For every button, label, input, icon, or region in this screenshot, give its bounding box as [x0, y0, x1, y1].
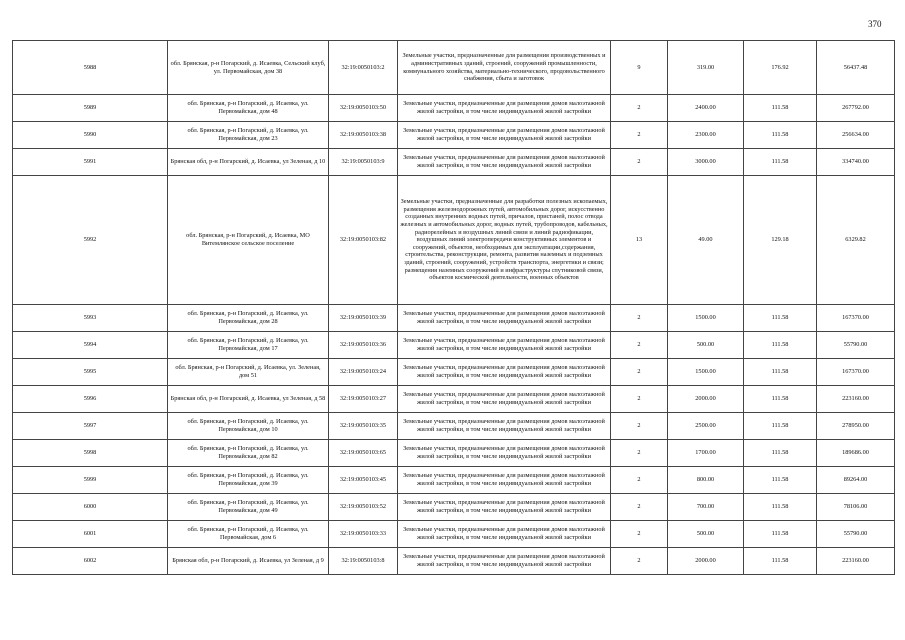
- cadastral-number-cell: 32:19:0050103:38: [329, 122, 398, 149]
- table-row: [13, 176, 895, 305]
- area-cell: 3000.00: [668, 149, 744, 176]
- group-cell: 9: [611, 41, 668, 95]
- rate-cell: 111.58: [744, 305, 817, 332]
- table-row: [13, 332, 895, 359]
- rate-cell: 111.58: [744, 521, 817, 548]
- row-number: 5989: [13, 95, 168, 122]
- group-cell: 2: [611, 386, 668, 413]
- group-cell: 2: [611, 413, 668, 440]
- address-cell: обл. Брянская, р-н Погарский, д. Исаевка, ул. Первомайская, дом 28: [168, 305, 329, 332]
- address-cell: Брянская обл, р-н Погарский, д. Исаевка, ул Зеленая, д 58: [168, 386, 329, 413]
- table-row: [13, 386, 895, 413]
- area-cell: 500.00: [668, 521, 744, 548]
- group-cell: 2: [611, 548, 668, 575]
- value-cell: 256634.00: [817, 122, 895, 149]
- land-use-cell: Земельные участки, предназначенные для размещения домов малоэтажной жилой застройки, в том числе индивидуальной жилой застройки: [398, 548, 611, 575]
- group-cell: 13: [611, 176, 668, 305]
- address-cell: обл. Брянская, р-н Погарский, д. Исаевка, ул. Первомайская, дом 82: [168, 440, 329, 467]
- land-use-cell: Земельные участки, предназначенные для размещения домов малоэтажной жилой застройки, в том числе индивидуальной жилой застройки: [398, 149, 611, 176]
- land-use-cell: Земельные участки, предназначенные для размещения домов малоэтажной жилой застройки, в том числе индивидуальной жилой застройки: [398, 332, 611, 359]
- group-cell: 2: [611, 494, 668, 521]
- address-cell: обл. Брянская, р-н Погарский, д. Исаевка, ул. Зеленая, дом 51: [168, 359, 329, 386]
- cadastral-number-cell: 32:19:0050103:45: [329, 467, 398, 494]
- cadastral-number-cell: 32:19:0050103:50: [329, 95, 398, 122]
- cadastral-number-cell: 32:19:0050103:36: [329, 332, 398, 359]
- value-cell: 223160.00: [817, 386, 895, 413]
- row-number: 5988: [13, 41, 168, 95]
- address-cell: обл. Брянская, р-н Погарский, д. Исаевка, ул. Первомайская, дом 23: [168, 122, 329, 149]
- table-row: [13, 95, 895, 122]
- area-cell: 2300.00: [668, 122, 744, 149]
- row-number: 5990: [13, 122, 168, 149]
- address-cell: обл. Брянская, р-н Погарский, д. Исаевка, Сельский клуб, ул. Первомайская, дом 38: [168, 41, 329, 95]
- value-cell: 223160.00: [817, 548, 895, 575]
- row-number: 5996: [13, 386, 168, 413]
- cadastral-number-cell: 32:19:0050103:35: [329, 413, 398, 440]
- group-cell: 2: [611, 440, 668, 467]
- area-cell: 1500.00: [668, 359, 744, 386]
- land-use-cell: Земельные участки, предназначенные для размещения домов малоэтажной жилой застройки, в том числе индивидуальной жилой застройки: [398, 413, 611, 440]
- area-cell: 800.00: [668, 467, 744, 494]
- land-use-cell: Земельные участки, предназначенные для размещения домов малоэтажной жилой застройки, в том числе индивидуальной жилой застройки: [398, 122, 611, 149]
- row-number: 5991: [13, 149, 168, 176]
- page-number: 370: [868, 19, 882, 29]
- address-cell: обл. Брянская, р-н Погарский, д. Исаевка, МО Витемлянское сельское поселение: [168, 176, 329, 305]
- cadastral-number-cell: 32:19:0050103:52: [329, 494, 398, 521]
- value-cell: 167370.00: [817, 359, 895, 386]
- row-number: 5994: [13, 332, 168, 359]
- row-number: 5992: [13, 176, 168, 305]
- land-use-cell: Земельные участки, предназначенные для размещения домов малоэтажной жилой застройки, в том числе индивидуальной жилой застройки: [398, 440, 611, 467]
- land-use-cell: Земельные участки, предназначенные для размещения домов малоэтажной жилой застройки, в том числе индивидуальной жилой застройки: [398, 95, 611, 122]
- area-cell: 319.00: [668, 41, 744, 95]
- rate-cell: 111.58: [744, 359, 817, 386]
- rate-cell: 111.58: [744, 548, 817, 575]
- row-number: 5997: [13, 413, 168, 440]
- table-row: [13, 440, 895, 467]
- rate-cell: 111.58: [744, 386, 817, 413]
- group-cell: 2: [611, 95, 668, 122]
- rate-cell: 111.58: [744, 413, 817, 440]
- cadastral-number-cell: 32:19:0050103:9: [329, 149, 398, 176]
- table-row: [13, 467, 895, 494]
- rate-cell: 111.58: [744, 467, 817, 494]
- value-cell: 55790.00: [817, 521, 895, 548]
- land-use-cell: Земельные участки, предназначенные для размещения домов малоэтажной жилой застройки, в том числе индивидуальной жилой застройки: [398, 494, 611, 521]
- value-cell: 167370.00: [817, 305, 895, 332]
- table-row: [13, 359, 895, 386]
- group-cell: 2: [611, 149, 668, 176]
- land-use-cell: Земельные участки, предназначенные для размещения домов малоэтажной жилой застройки, в том числе индивидуальной жилой застройки: [398, 521, 611, 548]
- area-cell: 500.00: [668, 332, 744, 359]
- value-cell: 278950.00: [817, 413, 895, 440]
- row-number: 5998: [13, 440, 168, 467]
- table-row: [13, 149, 895, 176]
- cadastral-number-cell: 32:19:0050103:27: [329, 386, 398, 413]
- table-row: [13, 548, 895, 575]
- value-cell: 78106.00: [817, 494, 895, 521]
- group-cell: 2: [611, 332, 668, 359]
- value-cell: 189686.00: [817, 440, 895, 467]
- cadastral-number-cell: 32:19:0050103:65: [329, 440, 398, 467]
- table-row: [13, 41, 895, 95]
- table-row: [13, 122, 895, 149]
- area-cell: 49.00: [668, 176, 744, 305]
- land-use-cell: Земельные участки, предназначенные для размещения домов малоэтажной жилой застройки, в том числе индивидуальной жилой застройки: [398, 359, 611, 386]
- area-cell: 2400.00: [668, 95, 744, 122]
- row-number: 6000: [13, 494, 168, 521]
- table-row: [13, 413, 895, 440]
- table-row: [13, 494, 895, 521]
- address-cell: Брянская обл, р-н Погарский, д. Исаевка, ул Зеленая, д 10: [168, 149, 329, 176]
- rate-cell: 111.58: [744, 95, 817, 122]
- land-use-cell: Земельные участки, предназначенные для размещения домов малоэтажной жилой застройки, в том числе индивидуальной жилой застройки: [398, 305, 611, 332]
- row-number: 6001: [13, 521, 168, 548]
- value-cell: 56437.48: [817, 41, 895, 95]
- table-row: [13, 305, 895, 332]
- area-cell: 1700.00: [668, 440, 744, 467]
- address-cell: обл. Брянская, р-н Погарский, д. Исаевка, ул. Первомайская, дом 49: [168, 494, 329, 521]
- address-cell: обл. Брянская, р-н Погарский, д. Исаевка, ул. Первомайская, дом 39: [168, 467, 329, 494]
- area-cell: 1500.00: [668, 305, 744, 332]
- land-use-cell: Земельные участки, предназначенные для размещения домов малоэтажной жилой застройки, в том числе индивидуальной жилой застройки: [398, 386, 611, 413]
- value-cell: 334740.00: [817, 149, 895, 176]
- group-cell: 2: [611, 305, 668, 332]
- value-cell: 89264.00: [817, 467, 895, 494]
- cadastral-number-cell: 32:19:0050103:39: [329, 305, 398, 332]
- value-cell: 267792.00: [817, 95, 895, 122]
- land-use-cell: Земельные участки, предназначенные для размещения производственных и административных зданий, строений, сооружений промышленности, коммунального хозяйства, материально-технического, продовольственного снабжения, сбыта и заготовок: [398, 41, 611, 95]
- address-cell: обл. Брянская, р-н Погарский, д. Исаевка, ул. Первомайская, дом 17: [168, 332, 329, 359]
- rate-cell: 111.58: [744, 122, 817, 149]
- address-cell: обл. Брянская, р-н Погарский, д. Исаевка, ул. Первомайская, дом 6: [168, 521, 329, 548]
- rate-cell: 111.58: [744, 332, 817, 359]
- row-number: 5995: [13, 359, 168, 386]
- group-cell: 2: [611, 122, 668, 149]
- row-number: 5999: [13, 467, 168, 494]
- rate-cell: 129.18: [744, 176, 817, 305]
- rate-cell: 111.58: [744, 440, 817, 467]
- rate-cell: 176.92: [744, 41, 817, 95]
- value-cell: 55790.00: [817, 332, 895, 359]
- area-cell: 700.00: [668, 494, 744, 521]
- address-cell: обл. Брянская, р-н Погарский, д. Исаевка, ул. Первомайская, дом 10: [168, 413, 329, 440]
- land-use-cell: Земельные участки, предназначенные для размещения домов малоэтажной жилой застройки, в том числе индивидуальной жилой застройки: [398, 467, 611, 494]
- cadastral-number-cell: 32:19:0050103:33: [329, 521, 398, 548]
- group-cell: 2: [611, 521, 668, 548]
- cadastral-number-cell: 32:19:0050103:24: [329, 359, 398, 386]
- group-cell: 2: [611, 359, 668, 386]
- area-cell: 2500.00: [668, 413, 744, 440]
- group-cell: 2: [611, 467, 668, 494]
- area-cell: 2000.00: [668, 548, 744, 575]
- address-cell: Брянская обл, р-н Погарский, д. Исаевка, ул Зеленая, д 9: [168, 548, 329, 575]
- area-cell: 2000.00: [668, 386, 744, 413]
- rate-cell: 111.58: [744, 494, 817, 521]
- address-cell: обл. Брянская, р-н Погарский, д. Исаевка, ул. Первомайская, дом 48: [168, 95, 329, 122]
- land-use-cell: Земельные участки, предназначенные для разработки полезных ископаемых, размещения железнодорожных путей, автомобильных дорог, искусственно созданных внутренних водных путей, причалов, пристаней, полос отвода железных и автомобильных дорог, водных путей, трубопроводов, кабельных, радиорелейных и воздушных линий связи и линий радиофикации, воздушных линий электропередачи конструктивных элементов и сооружений, объектов, необходимых для эксплуатации,содержания, строительства, реконструкции, ремонта, развития наземных и подземных зданий, строений, сооружений, устройств транспорта, энергетики и связи; размещения наземных сооружений и инфраструктуры спутниковой связи, объектов космической деятельности, военных объектов: [398, 176, 611, 305]
- cadastral-number-cell: 32:19:0050103:8: [329, 548, 398, 575]
- row-number: 6002: [13, 548, 168, 575]
- rate-cell: 111.58: [744, 149, 817, 176]
- table-row: [13, 521, 895, 548]
- cadastral-number-cell: 32:19:0050103:82: [329, 176, 398, 305]
- cadastral-value-table: [12, 40, 895, 575]
- cadastral-number-cell: 32:19:0050103:2: [329, 41, 398, 95]
- row-number: 5993: [13, 305, 168, 332]
- value-cell: 6329.82: [817, 176, 895, 305]
